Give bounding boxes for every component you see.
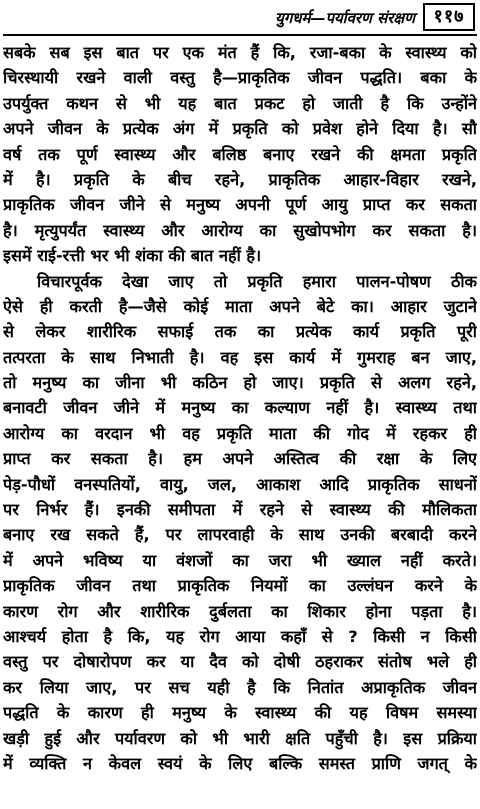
text-line: प्राकृतिक जीवन जीने से मनुष्य अपनी पूर्ण आयु प्राप्त कर सकता [3,195,477,215]
text-line: सबके सब इस बात पर एक मंत हैं कि, रजा-बका के स्वास्थ्य को [3,43,477,62]
text-line: तो मनुष्य का जीना भी कठिन हो जाए। प्रकृति से अलग रहने, [3,373,477,393]
page-number: ११७ [423,3,475,31]
text-line: खड़ी हुई और पर्यावरण को भी भारी क्षति पहुँची है। इस प्रक्रिया [3,728,477,748]
text-line: कारण रोग और शारीरिक दुर्बलता का शिकार होना पड़ता है। [3,601,477,621]
text-line: में व्यक्ति न केवल स्वयं के लिए बल्कि समस्त प्राणि जगत् के [3,753,477,773]
text-line: वस्तु पर दोषारोपण कर या दैव को दोषी ठहराकर संतोष भले ही [3,652,477,672]
text-line: प्राप्त कर सकता है। हम अपने अस्तित्व की रक्षा के लिए [3,449,477,469]
text-line: पर निर्भर हैं। इनकी समीपता में रहने से स्वास्थ्य की मौलिकता [3,500,477,520]
text-line: विचारपूर्वक देखा जाए तो प्रकृति हमारा पालन-पोषण ठीक [37,271,477,291]
text-line: ऐसे ही करती है—जैसे कोई माता अपने बेटे का। आहार जुटाने [3,296,477,316]
text-line: वर्ष तक पूर्ण स्वास्थ्य और बलिष्ठ बनाए रखने की क्षमता प्रकृति [3,144,477,164]
text-line: अपने जीवन के प्रत्येक अंग में प्रकृति को प्रवेश होने दिया है। सौ [3,119,477,139]
running-header [3,0,477,36]
body-text [3,40,477,776]
text-line: है। मृत्युपर्यंत स्वास्थ्य और आरोग्य का सुखोपभोग कर सकता है। [3,220,477,240]
text-line: कर लिया जाए, पर सच यही है कि नितांत अप्राकृतिक जीवन [3,677,477,697]
text-line: उपर्युक्त कथन से भी यह बात प्रकट हो जाती है कि उन्होंने [3,93,477,113]
text-line: पद्धति के कारण ही मनुष्य के स्वास्थ्य की यह विषम समस्या [3,703,477,723]
text-line: इसमें राई-रत्ती भर भी शंका की बात नहीं है। [3,246,262,266]
text-line: में है। प्रकृति के बीच रहने, प्राकृतिक आहार-विहार रखने, [3,169,477,189]
text-line: बनाए रख सकते हैं, पर लापरवाही के साथ उनकी बरबादी करने [3,525,477,545]
text-line: चिरस्थायी रखने वाली वस्तु है—प्राकृतिक जीवन पद्धति। बका के [3,68,477,88]
text-line: प्राकृतिक जीवन तथा प्राकृतिक नियमों का उल्लंघन करने के [3,576,477,596]
chapter-title: युगधर्म—पर्यावरण संरक्षण [275,9,415,27]
text-line: आश्चर्य होता है कि, यह रोग आया कहाँ से ? किसी न किसी [3,626,477,646]
text-line: से लेकर शारीरिक सफाई तक का प्रत्येक कार्य प्रकृति पूरी [3,322,477,342]
text-line: तत्परता के साथ निभाती है। वह इस कार्य में गुमराह बन जाए, [3,347,477,367]
text-line: बनावटी जीवन जीने में मनुष्य का कल्याण नहीं है। स्वास्थ्य तथा [3,398,477,418]
text-line: आरोग्य का वरदान भी वह प्रकृति माता की गोद में रहकर ही [3,423,477,443]
text-line: पेड़-पौधों वनस्पतियों, वायु, जल, आकाश आदि प्राकृतिक साधनों [3,474,477,494]
text-line: में अपने भविष्य या वंशजों का जरा भी ख्याल नहीं करते। [3,550,477,570]
paragraph-1 [3,40,477,269]
paragraph-2 [3,269,477,777]
